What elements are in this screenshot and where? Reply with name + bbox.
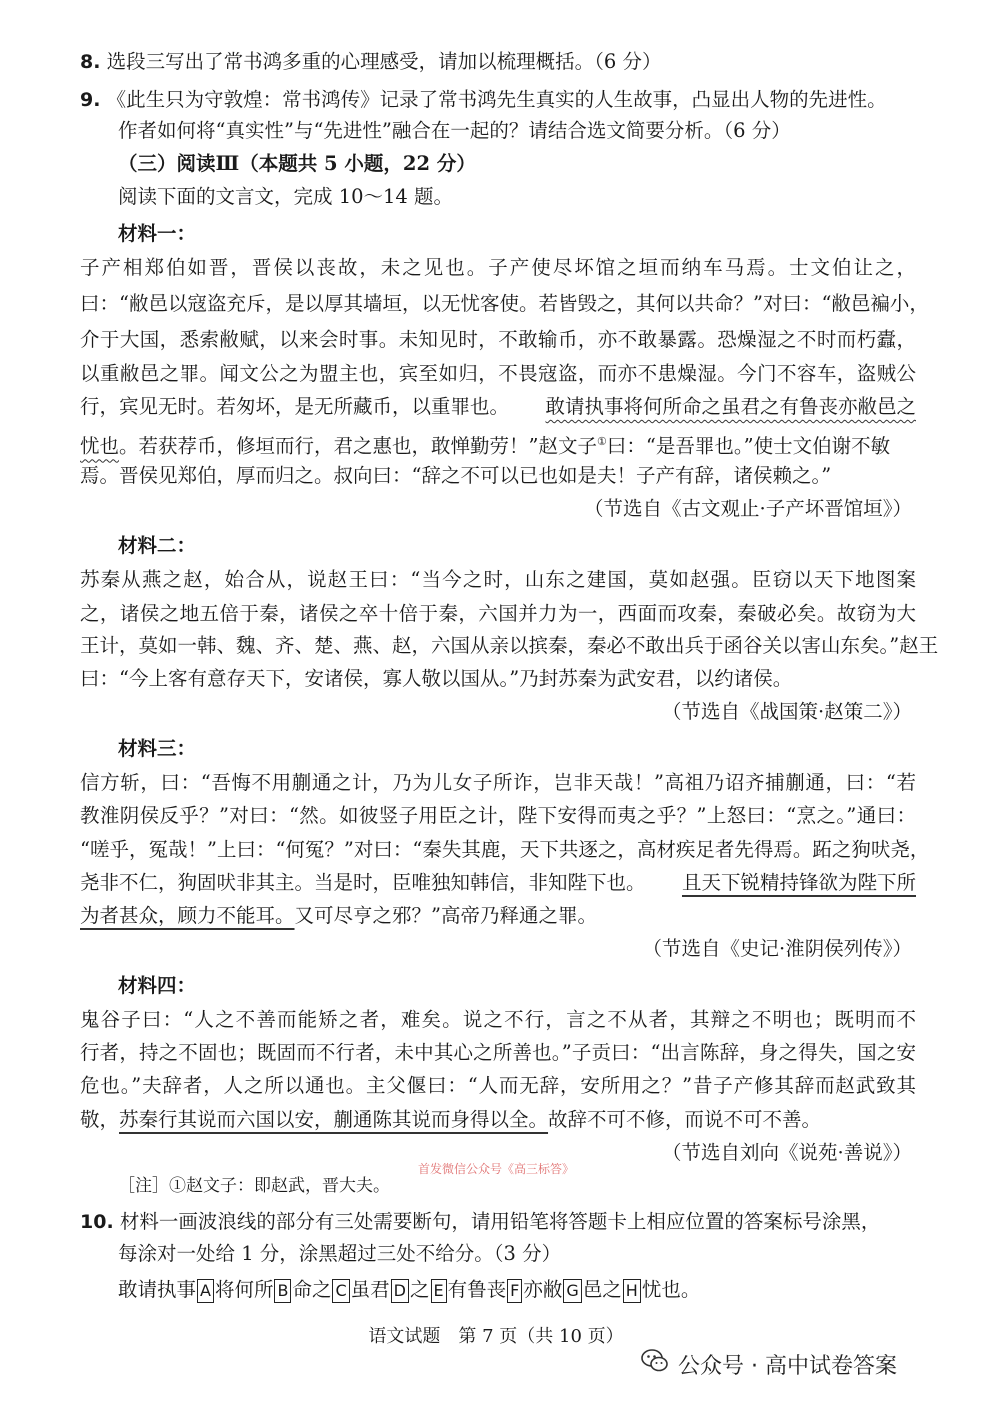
footnote-marker: ① [597,435,607,448]
wechat-icon [640,1346,670,1382]
option-box-h[interactable]: H [623,1279,641,1303]
segment-text: 邑之 [582,1278,622,1301]
segment-text: 有鲁丧 [447,1278,507,1301]
material-1-text: 。若获荐币，修垣而行，君之惠也，敢惮勤劳！”赵文子 [119,434,597,458]
question-number: 8. [80,51,101,73]
question-9 [80,86,887,114]
segment-text: 忧也。 [641,1278,701,1301]
underlined-text: 且天下锐精持锋欲为陛下所 [681,871,916,894]
material-1-line: 曰：“敝邑以寇盗充斥，是以厚其墙垣，以无忧客使。若皆毁之，其何以共命？”对曰：“敝邑褊小， [80,292,929,315]
question-text: 《此生只为守敦煌：常书鸿传》记录了常书鸿先生真实的人生故事，凸显出人物的先进性。 [106,88,887,111]
question-10-line2: 每涂对一处给 1 分，涂黑超过三处不给分。（3 分） [118,1242,562,1265]
material-2-line: 王计，莫如一韩、魏、齐、楚、燕、赵，六国从亲以摈秦，秦必不敢出兵于函谷关以害山东矣。”赵王 [80,634,939,657]
material-1-label: 材料一： [118,222,197,245]
watermark-text: 首发微信公众号《高三标答》 [417,1162,574,1176]
material-2-line: 曰：“今上客有意存天下，安诸侯，寡人敬以国从。”乃封苏秦为武安君，以约诸侯。 [80,667,793,690]
wavy-underlined-text: 忧也 [80,434,120,458]
material-1-line-5 [80,393,916,421]
segment-text: 命之 [292,1278,332,1301]
material-3-line: 信方斩，曰：“吾悔不用蒯通之计，乃为儿女子所诈，岂非天哉！”高祖乃诏齐捕蒯通，曰：“若 [80,771,916,794]
material-4-line: 行者，持之不固也；既固而不行者，未中其心之所善也。”子贡曰：“出言陈辞，身之得失，国之安 [80,1041,916,1064]
material-1-line: 以重敝邑之罪。闻文公之为盟主也，宾至如归，不畏寇盗，而亦不患燥湿。今门不容车，盗贼公 [80,362,916,385]
material-4-line-4 [80,1106,916,1134]
wavy-underlined-text: 敢请执事将何所命之虽君之有鲁丧亦敝邑之 [545,395,916,418]
material-4-text: 故辞不可不修，而说不可不善。 [548,1108,822,1131]
question-9-line2: 作者如何将“真实性”与“先进性”融合在一起的？请结合选文简要分析。（6 分） [118,119,791,142]
option-box-c[interactable]: C [332,1279,349,1303]
segment-text: 将何所 [214,1278,274,1301]
question-number: 9. [80,89,101,111]
option-box-b[interactable]: B [274,1279,291,1303]
material-2-label: 材料二： [118,534,197,557]
underlined-text: 苏秦行其说而六国以安，蒯通陈其说而身得以全。 [119,1108,549,1131]
option-box-a[interactable]: A [197,1279,214,1303]
material-3-text: 又可尽亨之邪？”高帝乃释通之罪。 [294,904,597,927]
material-3-line-4 [80,869,916,897]
question-text: 材料一画波浪线的部分有三处需要断句，请用铅笔将答题卡上相应位置的答案标号涂黑， [119,1210,881,1233]
footnote: ［注］①赵文子：即赵武，晋大夫。 [118,1176,390,1196]
material-2-line: 之，诸侯之地五倍于秦，诸侯之卒十倍于秦，六国并力为一，西面而攻秦，秦破必矣。故窃为大 [80,602,916,625]
material-4-line: 危也。”夫辞者，人之所以通也。主父偃曰：“人而无辞，安所用之？”昔子产修其辞而赵武致其 [80,1074,916,1097]
material-4-line: 鬼谷子曰：“人之不善而能矫之者，难矣。说之不行，言之不从者，其辩之不明也；既明而不 [80,1008,916,1031]
option-box-d[interactable]: D [391,1279,409,1303]
material-4-text: 敬， [80,1108,120,1131]
page-footer: 语文试题 第 7 页（共 10 页） [368,1326,624,1347]
material-1-source: （节选自《古文观止·子产坏晋馆垣》） [584,497,912,520]
material-1-line: 子产相郑伯如晋，晋侯以丧故，未之见也。子产使尽坏馆之垣而纳车马焉。士文伯让之， [80,256,916,279]
material-1-line: 焉。晋侯见郑伯，厚而归之。叔向曰：“辞之不可以已也如是夫！子产有辞，诸侯赖之。” [80,464,832,487]
material-1-line: 介于大国，悉索敝赋，以来会时事。未知见时，不敢输币，亦不敢暴露。恐燥湿之不时而朽蠹， [80,328,916,351]
wechat-badge [640,1346,897,1382]
material-2-source: （节选自《战国策·赵策二》） [662,700,912,723]
option-box-f[interactable]: F [507,1279,522,1303]
material-3-label: 材料三： [118,737,197,760]
question-10 [80,1208,880,1236]
section-title: （三）阅读Ⅲ（本题共 5 小题，22 分） [118,152,476,175]
segment-text: 虽君 [350,1278,390,1301]
wechat-account-name: 公众号 · 高中试卷答案 [678,1353,897,1379]
material-3-text: 尧非不仁，狗固吠非其主。当是时，臣唯独知韩信，非知陛下也。 [80,871,646,894]
option-box-g[interactable]: G [563,1279,581,1303]
material-3-line: 教淮阴侯反乎？”对曰：“然。如彼竖子用臣之计，陛下安得而夷之乎？”上怒曰：“烹之。”通曰： [80,804,916,827]
section-instruction: 阅读下面的文言文，完成 10～14 题。 [118,185,454,208]
underlined-text: 为者甚众，顾力不能耳。 [80,904,295,927]
segment-text: 之 [410,1278,430,1301]
material-4-source: （节选自刘向《说苑·善说》） [662,1141,912,1164]
option-box-e[interactable]: E [431,1279,447,1303]
material-3-line-5 [80,902,916,930]
material-1-text: 曰：“是吾罪也。”使士文伯谢不敏 [606,434,891,458]
material-2-line: 苏秦从燕之赵，始合从，说赵王曰：“当今之时，山东之建国，莫如赵强。臣窃以天下地图案 [80,568,916,591]
segment-text: 敢请执事 [118,1278,197,1301]
material-1-line-6 [80,428,916,461]
sentence-with-options [118,1276,700,1304]
material-3-line: “嗟乎，冤哉！”上曰：“何冤？”对曰：“秦失其鹿，天下共逐之，高材疾足者先得焉。跖之狗吠尧， [80,838,930,861]
material-1-text: 行，宾见无时。若匆坏，是无所藏币，以重罪也。 [80,395,510,418]
question-number: 10. [80,1211,114,1233]
material-4-label: 材料四： [118,974,197,997]
question-text: 选段三写出了常书鸿多重的心理感受，请加以梳理概括。（6 分） [106,50,662,73]
question-8 [80,48,662,76]
material-3-source: （节选自《史记·淮阴侯列传》） [642,937,912,960]
segment-text: 亦敝 [523,1278,563,1301]
